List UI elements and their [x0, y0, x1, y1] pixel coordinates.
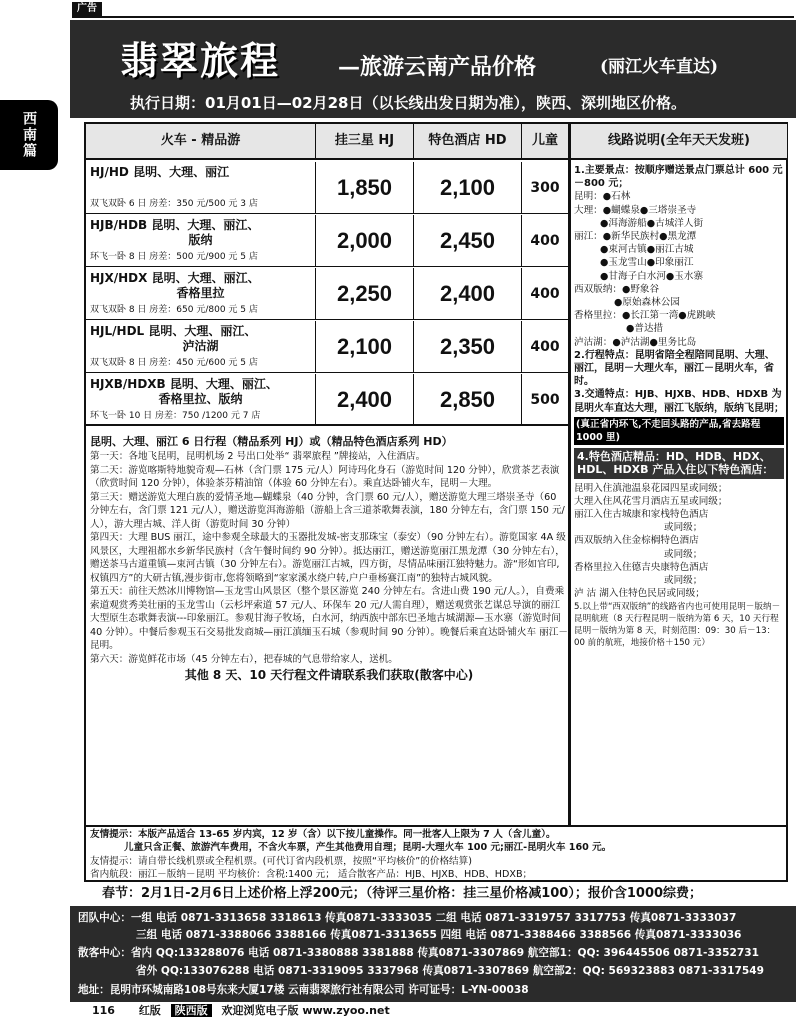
itinerary — [90, 434, 568, 684]
route-s3-box: (真正省内环飞,不走回头路的产品,省去路程 1000 里) — [574, 417, 784, 445]
price-hj: 2,250 — [316, 268, 414, 320]
price-hd: 2,850 — [414, 374, 522, 426]
product-code-cont: 泸沽湖 — [182, 339, 219, 353]
edition-label: 红版 — [138, 1004, 161, 1017]
route-dali-2: ●洱海游船●古城洋人街 — [600, 217, 704, 229]
price-hj: 2,400 — [316, 374, 414, 426]
note-line-4: 省内航段：丽江－版纳－昆明 平均核价：含税:1400 元； 适合散客产品：HJB、HJXB、HDB、HDXB； — [90, 869, 533, 880]
spring-festival-note: 春节：2月1日-2月6日上述价格上浮200元；（待评三星价格：挂三星价格减100）；报价含1000综费； — [102, 886, 703, 901]
route-luguhu: 泸沽湖：●泸沽湖●里务比岛 — [574, 336, 697, 348]
hotel-dali: 大理入住风花雪月酒店五星或同级； — [574, 495, 728, 507]
itinerary-day: 第一天：各地飞昆明，昆明机场 2 号出口处举“ 翡翠旅程 ”牌接站，入住酒店。 — [90, 451, 426, 462]
product-cell — [86, 162, 316, 214]
price-kid: 400 — [530, 339, 560, 355]
table-row — [86, 374, 568, 426]
page-number: 116 — [92, 1004, 115, 1017]
price-kid: 500 — [530, 392, 560, 408]
col-hj: 挂三星 HJ — [316, 124, 414, 158]
page-footer — [92, 1002, 390, 1018]
note-line-3: 友情提示：请自带长线机票或全程机票。(可代订省内段机票，按照“平均核价”的价格结算) — [90, 856, 472, 867]
product-cell — [86, 374, 316, 426]
product-code: HJL/HDL 昆明、大理、丽江、 — [90, 324, 257, 338]
address: 地址：昆明市环城南路108号东来大厦17楼 云南翡翠旅行社有限公司 许可证号：L-YN-00038 — [78, 984, 529, 996]
itinerary-day: 第二天：游览喀斯特地貌奇观—石林（含门票 175 元/人）阿诗玛化身石（游览时间 120 分钟），欣赏茶艺表演（欣赏时间 120 分钟），体验茶芬精油馆（体验 60 分钟左右）。乘直达卧铺火车，昆明－大理。 — [90, 464, 560, 489]
route-s5: 5.以上带“西双版纳”的线路省内也可使用昆明－版纳－昆明航班（8 天行程昆明－版纳为第 6 天，10 天行程昆明－版纳为第 8 天，时刻范围：09：30 后－13：00 前的航班，地接价格＋150 元） — [574, 601, 781, 648]
hotel-xianggelila-alt: 或同级； — [664, 575, 703, 587]
route-banna-1: 西双版纳：●野象谷 — [574, 283, 660, 295]
col-kid: 儿童 — [531, 133, 558, 148]
itinerary-day: 第四天：大理 BUS 丽江，途中参观全球最大的玉器批发城-密支那珠宝（泰安）（90 分钟左右）。游览国家 4A 级风景区，大理祖都水乡新华民族村（含午餐时间约 90 分钟）。抵达丽江，赠送游览丽江黑龙潭（30 分钟左右），赠送茶马古道重镇—束河古镇（30 分钟左右）。游览丽江古城，四方街，尽情品味丽江独特魅力。游“形如官印,权镇四方”的大研古镇,漫步街市,您将领略到“家家溪水绕户转,户户垂杨赛江南”的独特古城风貌。 — [90, 532, 566, 584]
itinerary-day: 第五天：前往天然冰川博物馆—玉龙雪山风景区（整个景区游览 240 分钟左右。含进山费 190 元/人。），自费乘索道观赏秀美壮丽的玉龙雪山（云杉坪索道 57 元/人、环保车 20 元/人需自理），赠送观赏张艺谋总导演的丽江大型原生态歌舞表演---印象丽江。参观甘海子牧场，白水河，纳西族中部东巴圣地古城湖源—玉水寨（游览时间 40 分钟）。中餐后参观玉石交易批发商城—丽江滇缅玉石城（参观时间 90 分钟）。晚餐后乘直达卧铺火车 丽江－昆明。 — [90, 586, 568, 651]
route-notes-panel — [570, 122, 788, 827]
more-itineraries: 其他 8 天、10 天行程文件请联系我们获取(散客中心) — [184, 668, 474, 682]
product-meta: 环飞一卧 8 日 房差：500 元/900 元 5 店 — [90, 252, 258, 262]
team-center-2: 三组 电话 0871-3388066 3388166 传真0871-3313655 四组 电话 0871-3388466 3388566 传真0871-3333036 — [136, 929, 742, 941]
product-code-cont: 香格里拉、版纳 — [158, 392, 243, 406]
brand-title: 翡翠旅程 — [120, 38, 281, 83]
product-meta: 环飞一卧 10 日 房差：750 /1200 元 7 店 — [90, 411, 261, 421]
table-row — [86, 215, 568, 267]
route-lijiang-3: ●玉龙雪山●印象丽江 — [600, 257, 694, 269]
product-meta: 双飞双卧 8 日 房差：650 元/800 元 5 店 — [90, 305, 258, 315]
hotel-lijiang-alt: 或同级； — [664, 522, 703, 534]
itinerary-day: 第三天：赠送游览大理白族的爱情圣地—蝴蝶泉（40 分钟，含门票 60 元/人），赠送游览大理三塔崇圣寺（60 分钟左右，含门票 121 元/人），赠送游览洱海游船（游船上含三道茶歌舞表演，180 分钟左右，含门票 150 元/人），游大理古城、洋人街（游览时间 30 分钟） — [90, 491, 565, 530]
header-banner — [70, 20, 796, 118]
price-hd: 2,400 — [414, 268, 522, 320]
note-line-2: 儿童只含正餐、旅游汽车费用，不含火车票，产生其他费用自理；昆明-大理火车 100 元;丽江-昆明火车 160 元。 — [124, 842, 612, 853]
itinerary-day: 第六天：游览鲜花市场（45 分钟左右），把春城的气息带给家人，送机。 — [90, 653, 398, 665]
hotel-luguhu: 泸 沽 湖入住特色民居或同级； — [574, 588, 705, 600]
top-rule — [72, 16, 794, 18]
route-lijiang-1: 丽江：●新华民族村●黑龙潭 — [574, 231, 697, 243]
col-product: 火车 - 精品游 — [86, 124, 316, 158]
product-code: HJXB/HDXB 昆明、大理、丽江、 — [90, 377, 278, 391]
route-s3: 3.交通特点：HJB、HJXB、HDB、HDXB 为昆明火车直达大理，丽江飞版纳，版纳飞昆明； — [574, 389, 784, 414]
price-hj: 2,000 — [316, 215, 414, 267]
product-cell — [86, 321, 316, 373]
route-lijiang-4: ●甘海子白水河●玉水寨 — [600, 270, 704, 282]
itinerary-title: 昆明、大理、丽江 6 日行程（精品系列 HJ）或（精品特色酒店系列 HD） — [90, 435, 453, 448]
hotel-banna-alt: 或同级； — [664, 548, 703, 560]
product-code-cont: 香格里拉 — [176, 286, 225, 300]
promo-link[interactable]: 欢迎浏览电子版 www.zyoo.net — [221, 1004, 390, 1017]
table-header — [86, 124, 568, 160]
route-xianggelila-1: 香格里拉：●长江第一湾●虎跳峡 — [574, 310, 716, 322]
product-code: HJX/HDX 昆明、大理、丽江、 — [90, 271, 260, 285]
price-hd: 2,100 — [414, 162, 522, 214]
table-row — [86, 268, 568, 320]
retail-center-1: 散客中心：省内 QQ:133288076 电话 0871-3380888 3381888 传真0871-3307869 航空部1：QQ: 396445506 0871-3352731 — [78, 947, 759, 959]
retail-center-2: 省外 QQ:133076288 电话 0871-3319095 3337968 传真0871-3307869 航空部2：QQ: 569323883 0871-3317549 — [136, 965, 765, 977]
notes-box — [84, 827, 788, 882]
ad-label: 广告 — [72, 2, 102, 16]
route-body — [574, 164, 784, 649]
edition-tag: 陕西版 — [171, 1004, 212, 1017]
price-kid: 300 — [530, 180, 560, 196]
route-title: 线路说明(全年天天发班) — [571, 124, 787, 160]
table-row — [86, 321, 568, 373]
price-hj: 2,100 — [316, 321, 414, 373]
hotel-kunming: 昆明入住滇池温泉花园四星或同级； — [574, 482, 728, 494]
table-row — [86, 162, 568, 214]
route-dali-1: 大理：●蝴蝶泉●三塔崇圣寺 — [574, 204, 697, 216]
route-s1: 1.主要景点：按顺序赠送景点门票总计 600 元－800 元； — [574, 165, 783, 190]
route-banna-2: ●原始森林公园 — [614, 297, 680, 309]
contact-footer — [70, 906, 796, 1002]
hotel-banna: 西双版纳入住金棕榈特色酒店 — [574, 535, 699, 547]
hotel-xianggelila: 香格里拉入住德吉央康特色酒店 — [574, 561, 709, 573]
product-code-cont: 版纳 — [188, 233, 213, 247]
header-subtitle-2: (丽江火车直达) — [600, 57, 719, 77]
route-s4: 4.特色酒店精品：HD、HDB、HDX、HDL、HDXB 产品入住以下特色酒店： — [574, 448, 784, 478]
price-table — [84, 122, 570, 827]
product-code: HJB/HDB 昆明、大理、丽江、 — [90, 218, 260, 232]
header-subtitle: —旅游云南产品价格 — [338, 54, 537, 80]
valid-dates: 执行日期：01月01日—02月28日（以长线出发日期为准），陕西、深圳地区价格。 — [130, 94, 686, 112]
region-tab — [0, 100, 58, 170]
team-center-1: 团队中心：一组 电话 0871-3313658 3318613 传真0871-3333035 二组 电话 0871-3319757 3317753 传真0871-3333037 — [78, 912, 737, 924]
product-meta: 双飞双卧 6 日 房差：350 元/500 元 3 店 — [90, 199, 258, 209]
region-tab-label: 西南篇 — [21, 111, 37, 159]
product-meta: 双飞双卧 8 日 房差：450 元/600 元 5 店 — [90, 358, 258, 368]
price-hj: 1,850 — [316, 162, 414, 214]
top-bar — [0, 0, 799, 18]
price-hd: 2,450 — [414, 215, 522, 267]
route-s2: 2.行程特点：昆明省陪全程陪同昆明、大理、丽江，昆明－大理火车，丽江－昆明火车，省时。 — [574, 349, 775, 388]
note-line-1: 友情提示：本版产品适合 13-65 岁内宾，12 岁（含）以下按儿童操作。同一批客人上限为 7 人（含儿童）。 — [90, 829, 556, 840]
price-hd: 2,350 — [414, 321, 522, 373]
price-kid: 400 — [530, 233, 560, 249]
route-xianggelila-2: ●普达措 — [626, 323, 664, 335]
route-lijiang-2: ●束河古镇●丽江古城 — [600, 244, 694, 256]
hotel-lijiang: 丽江入住古城康和家栈特色酒店 — [574, 509, 709, 521]
route-kunming: 昆明：●石林 — [574, 191, 631, 203]
product-cell — [86, 215, 316, 267]
product-cell — [86, 268, 316, 320]
price-kid: 400 — [530, 286, 560, 302]
col-hd: 特色酒店 HD — [414, 124, 522, 158]
product-code: HJ/HD 昆明、大理、丽江 — [90, 165, 230, 179]
